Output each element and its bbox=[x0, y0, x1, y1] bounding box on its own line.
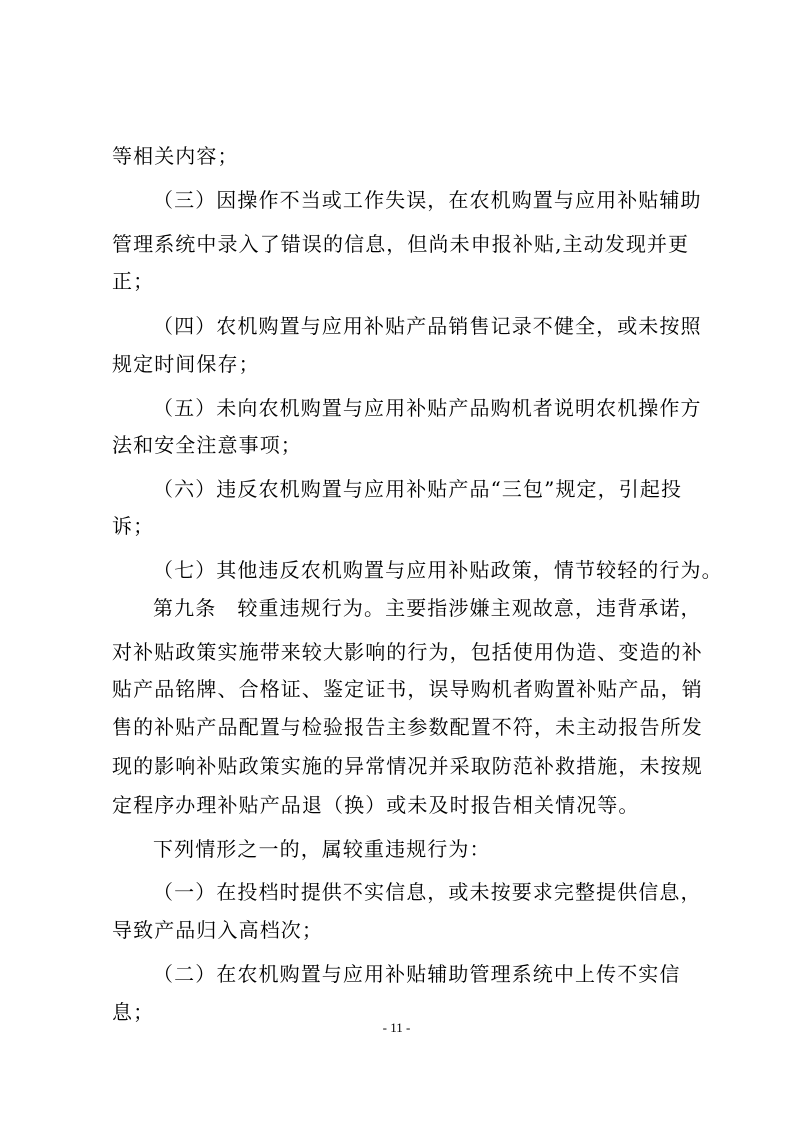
text-line: 息； bbox=[112, 1000, 155, 1024]
text-line: （三）因操作不当或工作失误，在农机购置与应用补贴辅助 bbox=[153, 188, 702, 212]
text-line: 规定时间保存； bbox=[112, 352, 260, 376]
text-line: （四）农机购置与应用补贴产品销售记录不健全，或未按照 bbox=[153, 314, 702, 338]
text-line: 正； bbox=[112, 269, 155, 293]
text-line: （五）未向农机购置与应用补贴产品购机者说明农机操作方 bbox=[153, 396, 702, 420]
text-line: 等相关内容； bbox=[112, 144, 239, 168]
text-line: 贴产品铭牌、合格证、鉴定证书，误导购机者购置补贴产品，销 bbox=[112, 677, 703, 701]
text-line: 法和安全注意事项； bbox=[112, 433, 302, 457]
text-line: 现的影响补贴政策实施的异常情况并采取防范补救措施，未按规 bbox=[112, 754, 703, 778]
text-line: 导致产品归入高档次； bbox=[112, 918, 323, 942]
text-line: （六）违反农机购置与应用补贴产品“三包”规定，引起投 bbox=[153, 477, 683, 501]
text-line: 第九条 较重违规行为。主要指涉嫌主观故意，违背承诺， bbox=[153, 596, 702, 620]
text-line: 售的补贴产品配置与检验报告主参数配置不符，未主动报告所发 bbox=[112, 715, 703, 739]
text-line: 对补贴政策实施带来较大影响的行为，包括使用伪造、变造的补 bbox=[112, 640, 703, 664]
page-number: - 11 - bbox=[382, 1020, 411, 1035]
text-line: （七）其他违反农机购置与应用补贴政策，情节较轻的行为。 bbox=[153, 558, 723, 582]
text-line: 诉； bbox=[112, 514, 155, 538]
text-line: 下列情形之一的，属较重违规行为： bbox=[153, 837, 491, 861]
text-line: 管理系统中录入了错误的信息，但尚未申报补贴,主动发现并更 bbox=[112, 232, 690, 256]
text-line: （二）在农机购置与应用补贴辅助管理系统中上传不实信 bbox=[153, 962, 681, 986]
text-line: （一）在投档时提供不实信息，或未按要求完整提供信息， bbox=[153, 880, 702, 904]
text-line: 定程序办理补贴产品退（换）或未及时报告相关情况等。 bbox=[112, 793, 640, 817]
